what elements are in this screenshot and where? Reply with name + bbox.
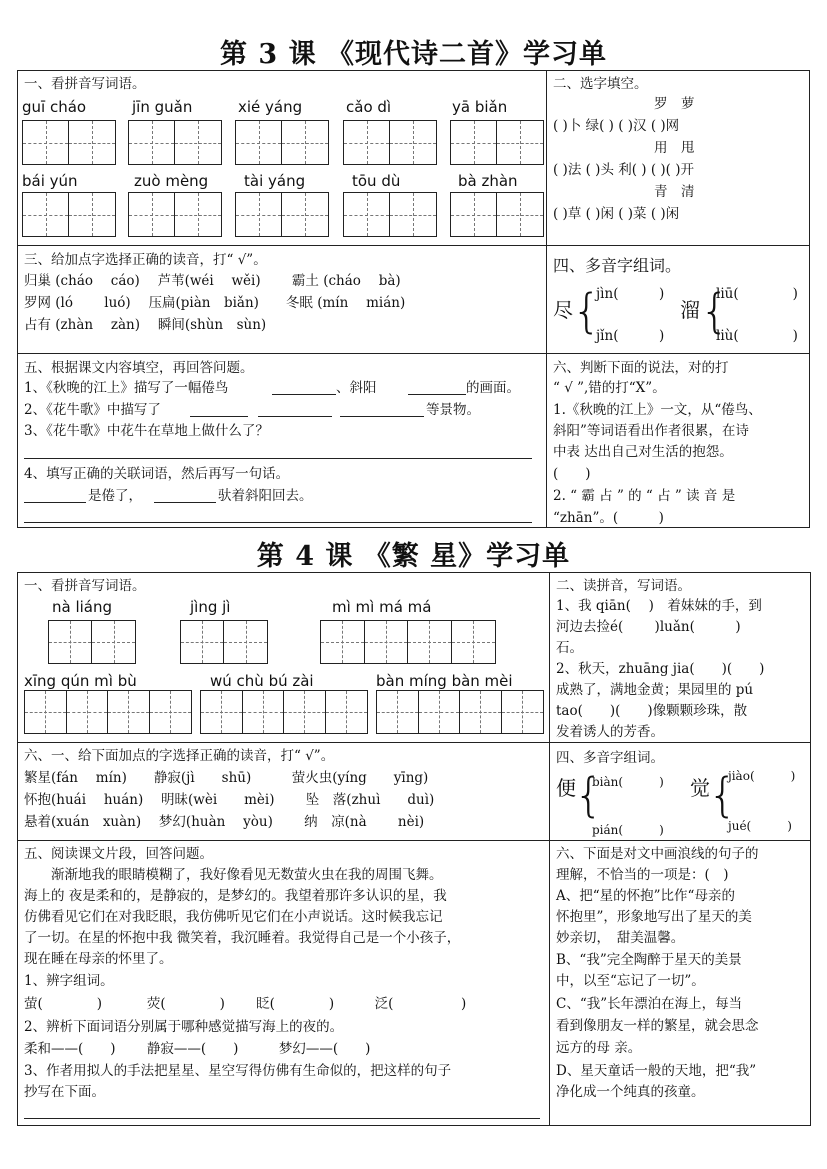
text-line: 1、我 qiān( ) 着妹妹的手，到	[556, 598, 762, 614]
pinyin: mì mì má má	[332, 598, 432, 616]
answer-line[interactable]	[24, 1118, 540, 1119]
polyphone-char: 尽	[553, 298, 573, 322]
pinyin: xīng qún mì bù	[24, 672, 137, 690]
answer-paren[interactable]: ( )	[553, 466, 591, 482]
writing-grid[interactable]	[450, 192, 544, 237]
option-line: 怀抱里”，形象地写出了星天的美	[556, 909, 752, 925]
fill-line: ( )草 ( )闲 ( )菜 ( )闲	[553, 206, 680, 222]
pinyin: bà zhàn	[458, 172, 518, 190]
pinyin: jīn guǎn	[132, 98, 193, 116]
answer-blank[interactable]	[258, 416, 332, 417]
writing-grid[interactable]	[200, 690, 368, 734]
text-line: 成熟了，满地金黄；果园里的 pú	[556, 682, 754, 698]
pinyin: guī cháo	[22, 98, 87, 116]
option-line: 看到像朋友一样的繁星，就会思念	[556, 1018, 759, 1034]
statement: “zhān”。( )	[553, 510, 664, 526]
writing-grid[interactable]	[180, 620, 268, 664]
writing-grid[interactable]	[450, 120, 544, 165]
l3-s4-heading: 四、多音字组词。	[553, 256, 682, 275]
statement: 1.《秋晚的江上》一文，从“倦鸟、	[553, 402, 762, 418]
passage-line: 渐渐地我的眼睛模糊了，我好像看见无数萤火虫在我的周围飞舞。	[24, 867, 443, 883]
question: 3、作者用拟人的手法把星星、星空写得仿佛有生命似的，把这样的句子	[24, 1063, 452, 1079]
l3-s5-heading: 五、根据课文内容填空，再回答问题。	[24, 360, 254, 376]
lesson3-title: 第 3 课 《现代诗二首》学习单	[220, 39, 607, 70]
writing-grid[interactable]	[22, 120, 116, 165]
option-line: 中，以至“忘记了一切”。	[556, 973, 705, 989]
writing-grid[interactable]	[22, 192, 116, 237]
answer-blank[interactable]	[408, 394, 466, 395]
writing-grid[interactable]	[343, 192, 437, 237]
answer-blank[interactable]	[24, 502, 86, 503]
l4-s3-heading: 六、一、给下面加点的字选择正确的读音，打“ √”。	[24, 748, 335, 764]
option-line: 净化成一个纯真的孩童。	[556, 1084, 705, 1100]
pinyin: yā biǎn	[452, 98, 508, 116]
polyphone-entry: jiào( )	[728, 769, 796, 783]
pinyin: zuò mèng	[134, 172, 209, 190]
l4-s2-heading: 二、读拼音，写词语。	[556, 578, 691, 594]
pinyin: tōu dù	[352, 172, 401, 190]
text-line: tao( )( )像颗颗珍珠，散	[556, 703, 748, 719]
text-line: 发着诱人的芳香。	[556, 724, 664, 740]
writing-grid[interactable]	[128, 120, 222, 165]
pinyin: tài yáng	[244, 172, 306, 190]
statement: 斜阳”等词语看出作者很累，在诗	[553, 423, 749, 439]
l4-s1-heading: 一、看拼音写词语。	[24, 578, 146, 594]
l3-s3-heading: 三、给加点字选择正确的读音，打“ √”。	[24, 252, 267, 268]
pron-line: 繁星(fán mín) 静寂(jì shū) 萤火虫(yíng yīng)	[24, 770, 429, 786]
question-part: 的画面。	[466, 380, 520, 396]
option-line: A、把“星的怀抱”比作“母亲的	[556, 888, 735, 904]
question: 3、《花牛歌》中花牛在草地上做什么了？	[24, 423, 269, 439]
l3-s2-heading: 二、选字填空。	[553, 76, 648, 92]
pron-line: 归巢 (cháo cáo) 芦苇(wéi wěi) 霸土 (cháo bà)	[24, 273, 401, 289]
passage-line: 现在睡在母亲的怀里了。	[24, 951, 173, 967]
text-line: 石。	[556, 640, 583, 656]
pinyin: xié yáng	[238, 98, 303, 116]
question-line: 萤( ) 荧( ) 眨( ) 泛( )	[24, 996, 467, 1012]
writing-grid[interactable]	[128, 192, 222, 237]
passage-line: 仿佛看见它们在对我眨眼，我仿佛听见它们在小声说话。这时候我忘记	[24, 909, 443, 925]
question: 1、《秋晚的江上》描写了一幅倦鸟	[24, 380, 229, 396]
polyphone-entry: pián( )	[592, 823, 664, 837]
question-part: 、斜阳	[336, 380, 377, 396]
pron-line: 罗网 (ló luó) 压扁(piàn biǎn) 冬眠 (mín mián)	[24, 295, 406, 311]
question: 2、《花牛歌》中描写了	[24, 402, 161, 418]
pron-line: 悬着(xuán xuàn) 梦幻(huàn yòu) 纳 凉(nà nèi)	[24, 814, 425, 830]
statement: 中表 达出自己对生活的抱怨。	[553, 444, 733, 460]
brace-icon: {	[572, 284, 602, 338]
pinyin: bàn míng bàn mèi	[376, 672, 513, 690]
writing-grid[interactable]	[235, 192, 329, 237]
polyphone-entry: biàn( )	[592, 775, 664, 789]
fill-line: ( )卜 绿( ) ( )汉 ( )网	[553, 118, 680, 134]
polyphone-char: 便	[556, 776, 576, 800]
brace-icon: {	[574, 768, 604, 822]
brace-icon: {	[700, 284, 730, 338]
char-pair: 罗 萝	[654, 96, 695, 112]
pron-line: 怀抱(huái huán) 明昧(wèi mèi) 坠 落(zhuì duì)	[24, 792, 435, 808]
option-line: 理解，不恰当的一项是：( )	[556, 867, 729, 883]
brace-icon: {	[708, 768, 738, 822]
passage-line: 了一切。在星的怀抱中我 微笑着，我沉睡着。我觉得自己是一个小孩子，	[24, 930, 461, 946]
writing-grid[interactable]	[48, 620, 136, 664]
question-line: 柔和——( ) 静寂——( ) 梦幻——( )	[24, 1041, 371, 1057]
polyphone-entry: jǐn( )	[596, 328, 665, 344]
option-line: B、“我”完全陶醉于星天的美景	[556, 952, 742, 968]
option-line: D、星天童话一般的天地，把“我”	[556, 1063, 757, 1079]
question: 1、辨字组词。	[24, 973, 114, 989]
text-line: 2、秋天，zhuāng jia( )( )	[556, 661, 765, 677]
polyphone-entry: jìn( )	[596, 286, 665, 302]
l4-s4-heading: 四、多音字组词。	[556, 750, 664, 766]
pron-line: 占有 (zhàn zàn) 瞬间(shùn sùn)	[24, 317, 267, 333]
pinyin: wú chù bú zài	[210, 672, 314, 690]
answer-line[interactable]	[24, 458, 532, 459]
polyphone-entry: liù( )	[716, 328, 798, 344]
question-part: 等景物。	[426, 402, 480, 418]
answer-blank[interactable]	[190, 416, 248, 417]
l3-s1-heading: 一、看拼音写词语。	[24, 76, 146, 92]
question: 抄写在下面。	[24, 1084, 105, 1100]
l3-s6-heading2: “ √ ”,错的打“X”。	[553, 380, 666, 396]
polyphone-entry: jué( )	[728, 819, 792, 833]
writing-grid[interactable]	[24, 690, 192, 734]
polyphone-char: 溜	[680, 298, 700, 322]
question: 2、辨析下面词语分别属于哪种感觉描写海上的夜的。	[24, 1019, 344, 1035]
answer-blank[interactable]	[272, 394, 336, 395]
pinyin: bái yún	[22, 172, 78, 190]
polyphone-entry: liū( )	[716, 286, 798, 302]
char-pair: 用 甩	[654, 140, 695, 156]
pinyin: cǎo dì	[346, 98, 392, 116]
writing-grid[interactable]	[235, 120, 329, 165]
l3-s6-heading: 六、判断下面的说法，对的打	[553, 360, 729, 376]
writing-grid[interactable]	[343, 120, 437, 165]
pinyin: nà liáng	[52, 598, 113, 616]
writing-grid[interactable]	[320, 620, 496, 664]
char-pair: 青 清	[654, 184, 695, 200]
pinyin: jìng jì	[190, 598, 231, 616]
writing-grid[interactable]	[376, 690, 544, 734]
polyphone-char: 觉	[690, 776, 710, 800]
question-part: 驮着斜阳回去。	[218, 488, 313, 504]
option-line: 远方的母 亲。	[556, 1040, 642, 1056]
l4-s6-heading: 六、下面是对文中画浪线的句子的	[556, 846, 759, 862]
option-line: C、“我”长年漂泊在海上，每当	[556, 996, 743, 1012]
text-line: 河边去捡é( )luǎn( )	[556, 619, 741, 635]
question-part: 是倦了，	[88, 488, 142, 504]
fill-line: ( )法 ( )头 利( ) ( )( )开	[553, 162, 694, 178]
passage-line: 海上的 夜是柔和的，是静寂的，是梦幻的。我望着那许多认识的星，我	[24, 888, 447, 904]
lesson4-title: 第 4 课 《繁 星》学习单	[256, 541, 571, 572]
question: 4、填写正确的关联词语，然后再写一句话。	[24, 466, 290, 482]
option-line: 妙亲切， 甜美温馨。	[556, 930, 685, 946]
answer-blank[interactable]	[154, 502, 216, 503]
statement: 2. “ 霸 占 ” 的 “ 占 ” 读 音 是	[553, 488, 736, 504]
answer-line[interactable]	[24, 522, 532, 523]
answer-blank[interactable]	[340, 416, 424, 417]
l4-s5-heading: 五、阅读课文片段，回答问题。	[24, 846, 213, 862]
